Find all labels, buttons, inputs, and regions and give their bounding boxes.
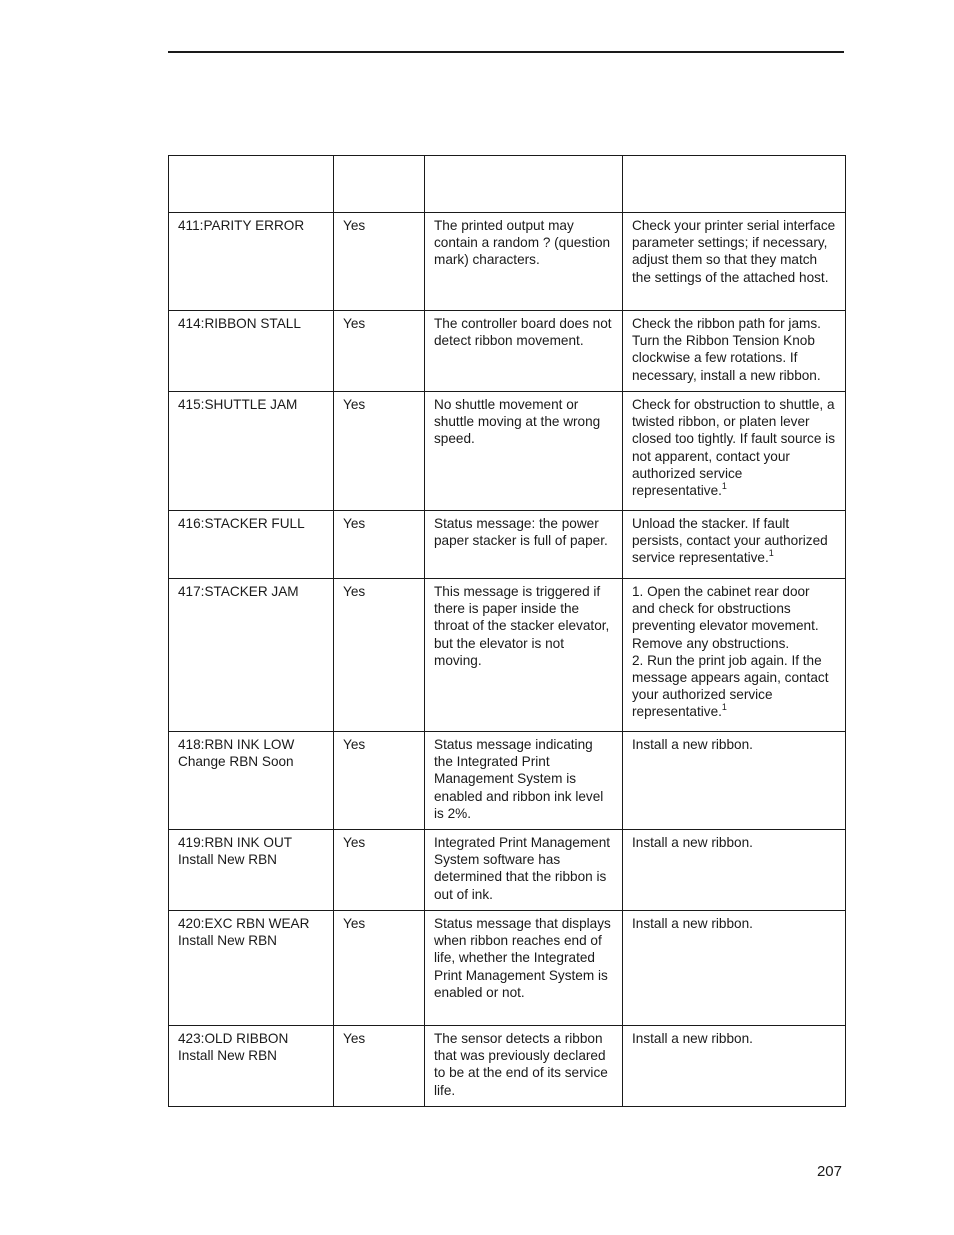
message-table-body: [169, 156, 846, 1107]
solution-cell: [623, 511, 846, 579]
table-row: [169, 830, 846, 911]
displayed-cell-text: Yes: [343, 1031, 366, 1046]
header-cell: [623, 156, 846, 213]
solution-cell-text: Check the ribbon path for jams. Turn the Ribbon Tension Knob clockwise a few rotations. If necessary, install a new ribbon.: [632, 316, 821, 383]
displayed-cell-text: Yes: [343, 835, 366, 850]
table-row: [169, 213, 846, 311]
displayed-cell: [334, 392, 425, 511]
message-cell-text: 415:SHUTTLE JAM: [178, 397, 298, 412]
solution-cell-text: Install a new ribbon.: [632, 737, 753, 752]
displayed-cell-text: Yes: [343, 397, 366, 412]
footnote-marker: 1: [768, 548, 774, 559]
message-cell-text: 414:RIBBON STALL: [178, 316, 301, 331]
table-row: [169, 311, 846, 392]
explanation-cell-text: The sensor detects a ribbon that was previously declared to be at the end of its service life.: [434, 1031, 608, 1098]
explanation-cell: [425, 732, 623, 830]
explanation-cell-text: The printed output may contain a random ? (question mark) characters.: [434, 218, 611, 268]
explanation-cell-text: Status message that displays when ribbon reaches end of life, whether the Integrated Print Management System is enabled or not.: [434, 916, 611, 1000]
displayed-cell-text: Yes: [343, 584, 366, 599]
explanation-cell: [425, 911, 623, 1026]
displayed-cell: [334, 311, 425, 392]
explanation-cell: [425, 579, 623, 732]
explanation-cell-text: This message is triggered if there is paper inside the throat of the stacker elevator, but the elevator is not moving.: [434, 584, 610, 668]
message-cell-text: 419:RBN INK OUT Install New RBN: [178, 835, 293, 868]
displayed-cell-text: Yes: [343, 218, 366, 233]
displayed-cell-text: Yes: [343, 916, 366, 931]
message-cell-text: 418:RBN INK LOW Change RBN Soon: [178, 737, 295, 770]
message-cell: [169, 392, 334, 511]
solution-cell-text: Install a new ribbon.: [632, 1031, 753, 1046]
header-cell: [334, 156, 425, 213]
page-number: 207: [816, 1163, 842, 1180]
solution-cell-text: Check for obstruction to shuttle, a twisted ribbon, or platen lever closed too tightly. If fault source is not apparent, contact your authorized service representative.: [632, 397, 835, 499]
displayed-cell-text: Yes: [343, 737, 366, 752]
solution-cell: [623, 213, 846, 311]
displayed-cell: [334, 911, 425, 1026]
message-cell: [169, 830, 334, 911]
message-table: [168, 155, 846, 1107]
solution-cell: [623, 911, 846, 1026]
message-cell: [169, 1026, 334, 1107]
explanation-cell: [425, 392, 623, 511]
message-cell: [169, 911, 334, 1026]
explanation-cell: [425, 311, 623, 392]
message-cell: [169, 579, 334, 732]
table-row: [169, 579, 846, 732]
displayed-cell-text: Yes: [343, 316, 366, 331]
message-cell-text: 411:PARITY ERROR: [178, 218, 305, 233]
displayed-cell: [334, 1026, 425, 1107]
explanation-cell-text: The controller board does not detect ribbon movement.: [434, 316, 612, 349]
solution-cell: [623, 830, 846, 911]
displayed-cell-text: Yes: [343, 516, 366, 531]
table-row: [169, 511, 846, 579]
displayed-cell: [334, 579, 425, 732]
displayed-cell: [334, 213, 425, 311]
table-header-row: [169, 156, 846, 213]
solution-cell-text: Install a new ribbon.: [632, 835, 753, 850]
message-cell: [169, 511, 334, 579]
explanation-cell-text: Status message indicating the Integrated Print Management System is enabled and ribbon ink level is 2%.: [434, 737, 604, 821]
explanation-cell-text: Status message: the power paper stacker is full of paper.: [434, 516, 608, 549]
message-cell: [169, 311, 334, 392]
solution-cell: [623, 579, 846, 732]
explanation-cell: [425, 511, 623, 579]
explanation-cell: [425, 1026, 623, 1107]
table-row: [169, 911, 846, 1026]
header-cell: [425, 156, 623, 213]
table-row: [169, 732, 846, 830]
message-cell-text: 416:STACKER FULL: [178, 516, 305, 531]
solution-cell: [623, 732, 846, 830]
footnote-marker: 1: [721, 702, 727, 713]
message-cell-text: 420:EXC RBN WEAR Install New RBN: [178, 916, 310, 949]
table-row: [169, 1026, 846, 1107]
solution-cell-text: Unload the stacker. If fault persists, contact your authorized service representative.: [632, 516, 828, 566]
explanation-cell: [425, 830, 623, 911]
explanation-cell-text: No shuttle movement or shuttle moving at the wrong speed.: [434, 397, 601, 447]
top-rule: [168, 51, 844, 53]
displayed-cell: [334, 830, 425, 911]
table-row: [169, 392, 846, 511]
displayed-cell: [334, 732, 425, 830]
message-cell-text: 417:STACKER JAM: [178, 584, 299, 599]
footnote-marker: 1: [721, 481, 727, 492]
header-cell: [169, 156, 334, 213]
message-cell: [169, 213, 334, 311]
message-cell: [169, 732, 334, 830]
solution-cell: [623, 311, 846, 392]
explanation-cell: [425, 213, 623, 311]
solution-cell-text: Install a new ribbon.: [632, 916, 753, 931]
solution-cell: [623, 1026, 846, 1107]
solution-cell-text: Check your printer serial interface parameter settings; if necessary, adjust them so that they match the settings of the attached host.: [632, 218, 836, 285]
solution-cell: [623, 392, 846, 511]
message-cell-text: 423:OLD RIBBON Install New RBN: [178, 1031, 289, 1064]
solution-cell-text: 1. Open the cabinet rear door and check for obstructions preventing elevator movement. Remove any obstructions. 2. Run the print job again. If the message appears again, contact your authorized service representative.: [632, 584, 829, 720]
explanation-cell-text: Integrated Print Management System software has determined that the ribbon is out of ink.: [434, 835, 611, 902]
displayed-cell: [334, 511, 425, 579]
